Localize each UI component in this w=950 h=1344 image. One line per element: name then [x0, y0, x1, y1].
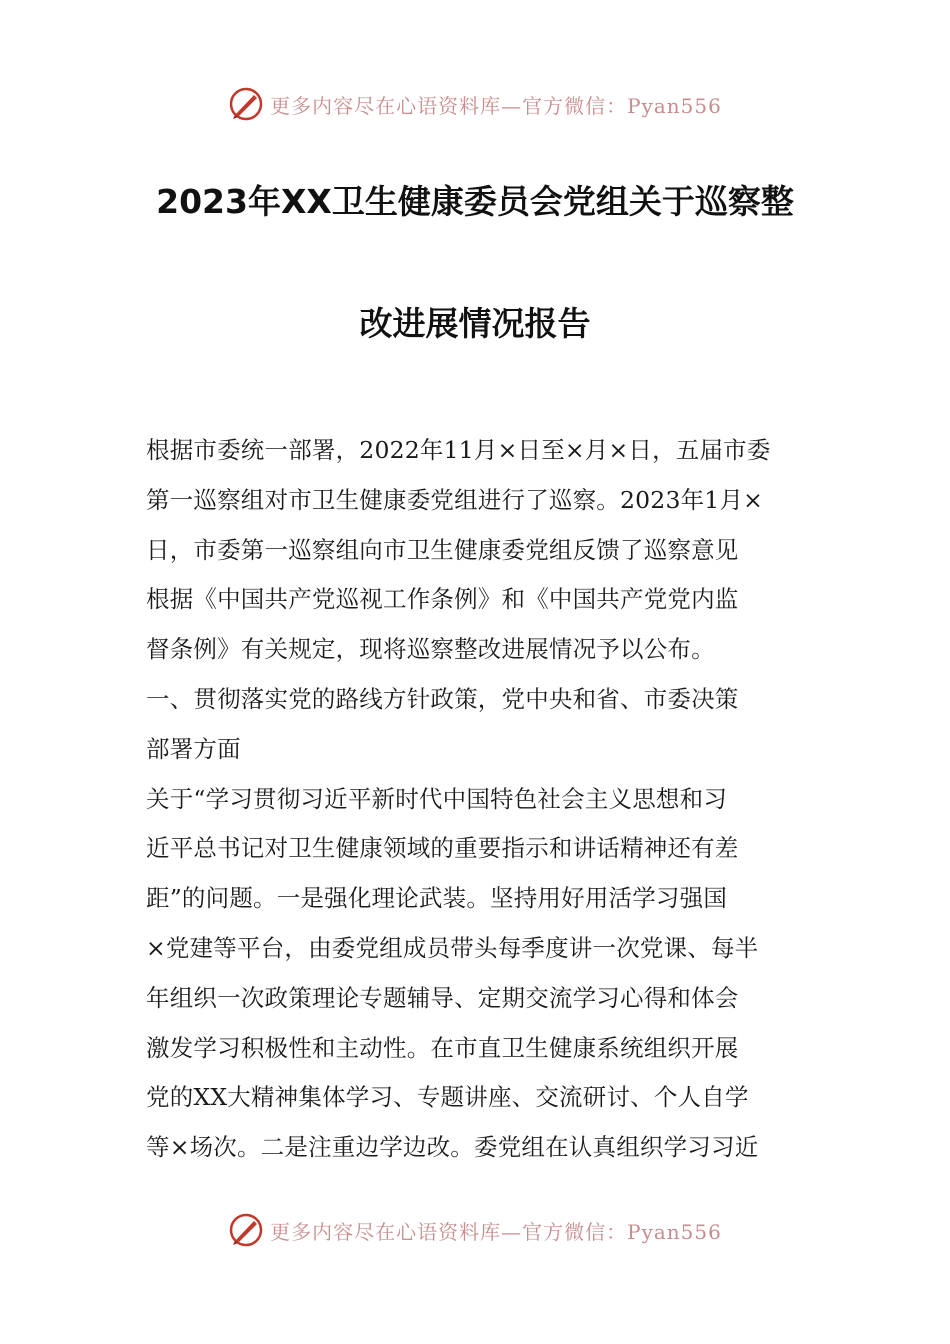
header-watermark-banner	[0, 82, 950, 126]
pen-logo-icon	[228, 86, 264, 122]
section-heading: 部署方面	[146, 734, 241, 763]
banner-text: 更多内容尽在心语资料库—官方微信：Pyan556	[270, 1219, 722, 1244]
body-line: 等×场次。二是注重边学边改。委党组在认真组织学习习近	[146, 1133, 759, 1162]
body-line: ×党建等平台，由委党组成员带头每季度讲一次党课、每半	[146, 933, 759, 962]
body-line: 日，市委第一巡察组向市卫生健康委党组反馈了巡察意见	[146, 535, 739, 564]
section-heading: 一、贯彻落实党的路线方针政策，党中央和省、市委决策	[146, 684, 739, 713]
banner-text: 更多内容尽在心语资料库—官方微信：Pyan556	[270, 93, 722, 118]
body-line: 激发学习积极性和主动性。在市直卫生健康系统组织开展	[146, 1033, 739, 1062]
body-line: 根据市委统一部署，2022年11月×日至×月×日，五届市委	[146, 436, 771, 464]
body-line: 距”的问题。一是强化理论武装。坚持用好用活学习强国	[146, 884, 728, 913]
document-title-line-2: 改进展情况报告	[359, 304, 591, 343]
body-line: 关于“学习贯彻习近平新时代中国特色社会主义思想和习	[146, 784, 728, 813]
body-line: 党的XX大精神集体学习、专题讲座、交流研讨、个人自学	[146, 1083, 749, 1112]
body-line: 督条例》有关规定，现将巡察整改进展情况予以公布。	[146, 635, 715, 664]
footer-watermark-banner	[0, 1208, 950, 1252]
body-line: 第一巡察组对市卫生健康委党组进行了巡察。2023年1月×	[146, 485, 764, 514]
document-title-line-1: 2023年XX卫生健康委员会党组关于巡察整	[156, 182, 794, 221]
body-line: 根据《中国共产党巡视工作条例》和《中国共产党党内监	[146, 585, 739, 614]
body-line: 近平总书记对卫生健康领域的重要指示和讲话精神还有差	[146, 834, 739, 863]
body-line: 年组织一次政策理论专题辅导、定期交流学习心得和体会	[146, 983, 739, 1012]
document-body	[146, 426, 811, 1173]
pen-logo-icon	[228, 1212, 264, 1248]
